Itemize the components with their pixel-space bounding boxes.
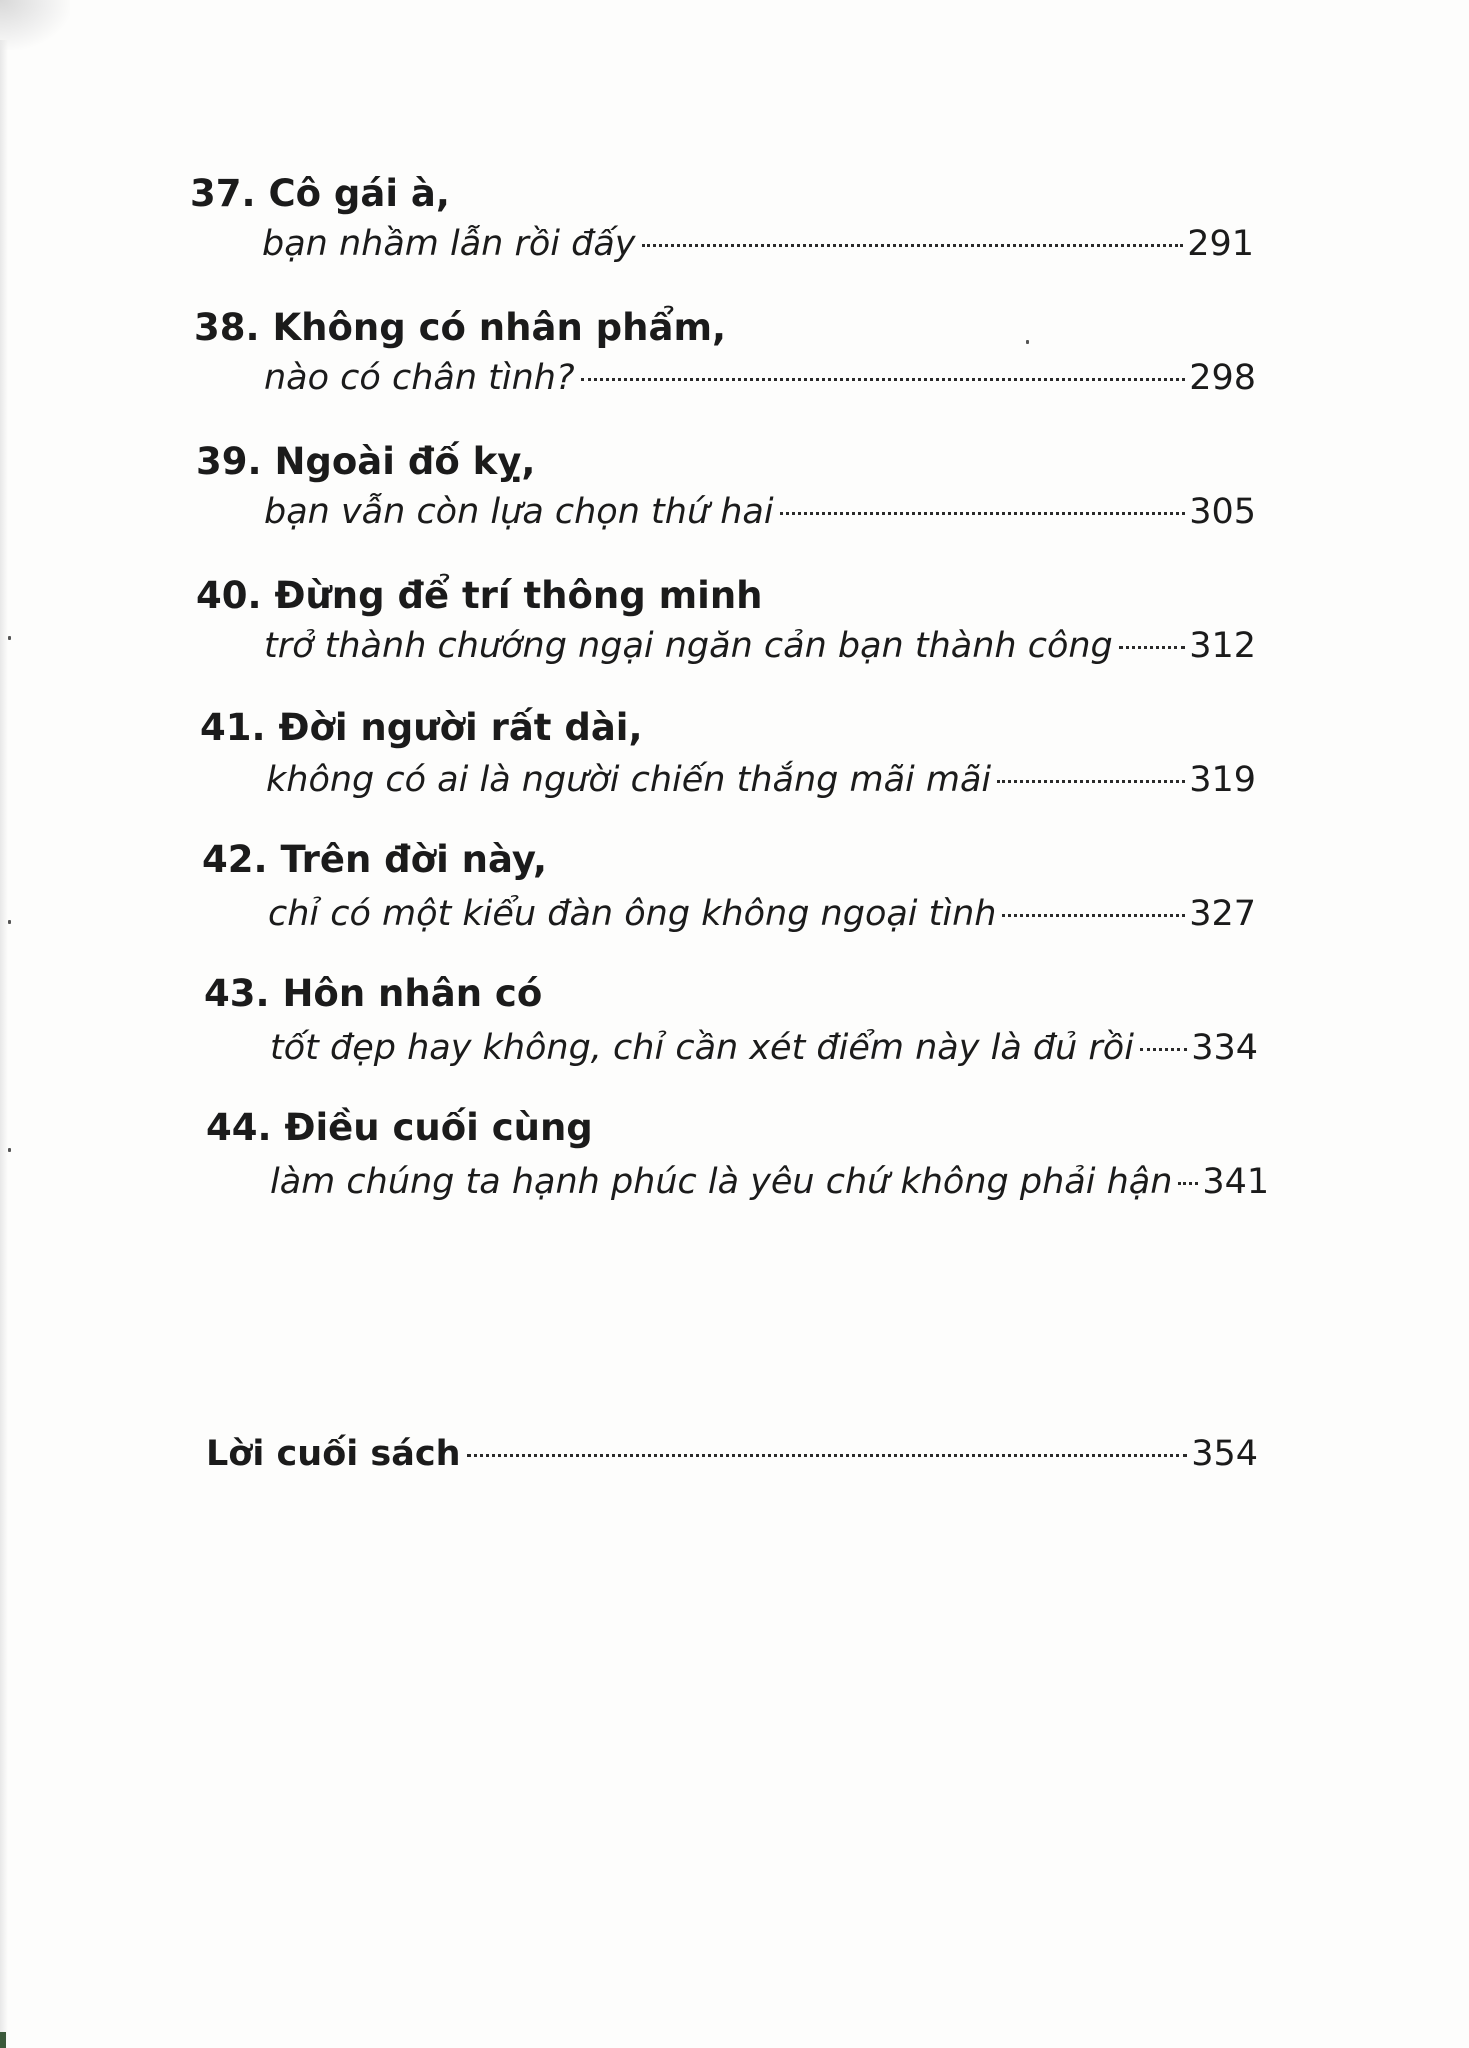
toc-closing-label: Lời cuối sách bbox=[206, 1434, 461, 1474]
dotted-leader bbox=[1119, 646, 1185, 649]
toc-entry-subtitle: làm chúng ta hạnh phúc là yêu chứ không phải hận bbox=[270, 1162, 1173, 1202]
toc-entry-title bbox=[196, 440, 535, 484]
toc-closing-row[interactable] bbox=[206, 1432, 1258, 1476]
toc-entry-number: 37. bbox=[190, 172, 256, 215]
toc-entry-title bbox=[190, 172, 450, 216]
toc-entry-title bbox=[196, 574, 763, 618]
toc-entry-subtitle-row[interactable] bbox=[264, 490, 1256, 534]
toc-entry-subtitle-row[interactable] bbox=[262, 222, 1254, 266]
toc-entry-number: 40. bbox=[196, 574, 262, 617]
page-corner-shadow bbox=[0, 0, 70, 50]
toc-entry-number: 39. bbox=[196, 440, 262, 483]
toc-entry-number: 42. bbox=[202, 838, 268, 881]
toc-entry-number: 43. bbox=[204, 972, 270, 1015]
dotted-leader bbox=[1140, 1048, 1187, 1051]
toc-page-number: 354 bbox=[1191, 1434, 1258, 1474]
toc-page-number: 327 bbox=[1189, 894, 1256, 934]
toc-page-number: 291 bbox=[1187, 224, 1254, 264]
toc-entry-title-text: Trên đời này, bbox=[280, 838, 548, 881]
toc-entry-subtitle-row[interactable] bbox=[264, 356, 1256, 400]
ink-speck bbox=[1026, 340, 1029, 344]
toc-entry-number: 44. bbox=[206, 1106, 272, 1149]
toc-entry-subtitle-row[interactable] bbox=[268, 892, 1256, 936]
toc-entry-subtitle-row[interactable] bbox=[264, 624, 1256, 668]
ink-speck bbox=[8, 920, 11, 924]
dotted-leader bbox=[1178, 1182, 1198, 1185]
toc-entry-subtitle: tốt đẹp hay không, chỉ cần xét điểm này là đủ rồi bbox=[270, 1028, 1134, 1068]
toc-entry-title bbox=[204, 972, 542, 1016]
toc-entry-number: 38. bbox=[194, 306, 260, 349]
toc-entry-title-text: Đời người rất dài, bbox=[278, 706, 643, 749]
dotted-leader bbox=[581, 378, 1186, 381]
toc-entry-title-text: Hôn nhân có bbox=[282, 972, 543, 1015]
toc-entry-subtitle: bạn nhầm lẫn rồi đấy bbox=[262, 224, 636, 264]
toc-entry-title-text: Không có nhân phẩm, bbox=[272, 306, 727, 349]
toc-entry-subtitle-row[interactable] bbox=[270, 1160, 1270, 1204]
page-edge-mark bbox=[0, 2032, 6, 2048]
toc-entry-subtitle-row[interactable] bbox=[266, 758, 1256, 802]
toc-entry-subtitle: bạn vẫn còn lựa chọn thứ hai bbox=[264, 492, 774, 532]
toc-entry-title-text: Ngoài đố kỵ, bbox=[274, 440, 536, 483]
toc-entry-title-text: Đừng để trí thông minh bbox=[274, 574, 763, 617]
dotted-leader bbox=[780, 512, 1186, 515]
toc-entry-subtitle: không có ai là người chiến thắng mãi mãi bbox=[266, 760, 992, 800]
dotted-leader bbox=[1002, 914, 1185, 917]
toc-entry-subtitle: nào có chân tình? bbox=[264, 358, 575, 398]
dotted-leader bbox=[467, 1454, 1188, 1457]
ink-speck bbox=[8, 636, 11, 640]
toc-entry-number: 41. bbox=[200, 706, 266, 749]
toc-page-number: 341 bbox=[1202, 1162, 1270, 1202]
toc-page-number: 334 bbox=[1191, 1028, 1258, 1068]
toc-page-number: 305 bbox=[1189, 492, 1256, 532]
toc-entry-subtitle: trở thành chướng ngại ngăn cản bạn thành công bbox=[264, 626, 1113, 666]
toc-entry-subtitle: chỉ có một kiểu đàn ông không ngoại tình bbox=[268, 894, 997, 934]
toc-entry-subtitle-row[interactable] bbox=[270, 1026, 1258, 1070]
page-edge-shadow bbox=[0, 40, 8, 2040]
ink-speck bbox=[8, 1148, 11, 1152]
toc-entry-title bbox=[206, 1106, 593, 1150]
toc-entry-title bbox=[194, 306, 726, 350]
toc-page-number: 319 bbox=[1189, 760, 1256, 800]
dotted-leader bbox=[997, 780, 1185, 783]
toc-entry-title bbox=[202, 838, 547, 882]
toc-entry-title-text: Điều cuối cùng bbox=[284, 1106, 593, 1149]
toc-entry-title bbox=[200, 706, 643, 750]
dotted-leader bbox=[642, 244, 1184, 247]
toc-page-number: 298 bbox=[1189, 358, 1256, 398]
toc-entry-title-text: Cô gái à, bbox=[268, 172, 450, 215]
toc-page-number: 312 bbox=[1189, 626, 1256, 666]
